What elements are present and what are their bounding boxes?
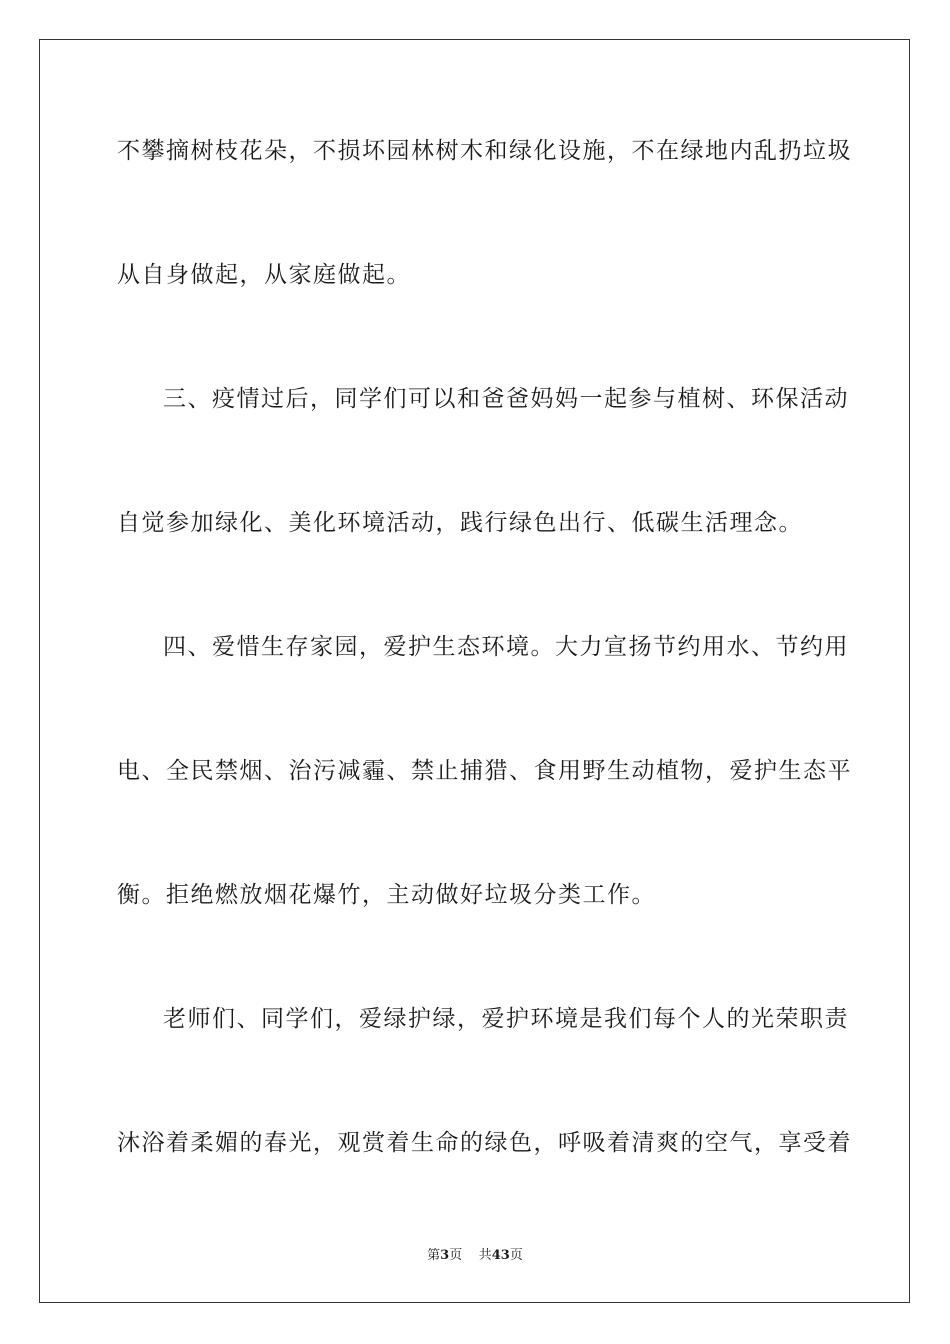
paragraph-3-line-1: 三、疫情过后，同学们可以和爸爸妈妈一起参与植树、环保活动 (163, 386, 849, 412)
paragraph-4-line-1: 四、爱惜生存家园，爱护生态环境。大力宣扬节约用水、节约用 (163, 634, 849, 660)
text-line-1: 不攀摘树枝花朵，不损坏园林树木和绿化设施，不在绿地内乱扔垃圾 (117, 138, 852, 164)
footer-total-pages: 43 (491, 1248, 510, 1263)
page-border (39, 39, 910, 1303)
text-line-2: 从自身做起，从家庭做起。 (117, 262, 411, 288)
paragraph-5-line-1: 老师们、同学们，爱绿护绿，爱护环境是我们每个人的光荣职责 (163, 1006, 849, 1032)
paragraph-3-line-2: 自觉参加绿化、美化环境活动，践行绿色出行、低碳生活理念。 (117, 510, 803, 536)
paragraph-4-line-2: 电、全民禁烟、治污减霾、禁止捕猎、食用野生动植物，爱护生态平 (117, 758, 852, 784)
page-footer (0, 1247, 950, 1265)
footer-total-suffix: 页 (509, 1248, 523, 1263)
paragraph-4-line-3: 衡。拒绝燃放烟花爆竹，主动做好垃圾分类工作。 (117, 882, 656, 908)
paragraph-5-line-2: 沐浴着柔媚的春光，观赏着生命的绿色，呼吸着清爽的空气，享受着 (117, 1130, 852, 1156)
footer-page-prefix: 第 (427, 1248, 441, 1263)
footer-page-number: 3 (440, 1248, 450, 1263)
footer-page-suffix: 页 (449, 1248, 463, 1263)
footer-total-prefix: 共 (478, 1248, 492, 1263)
